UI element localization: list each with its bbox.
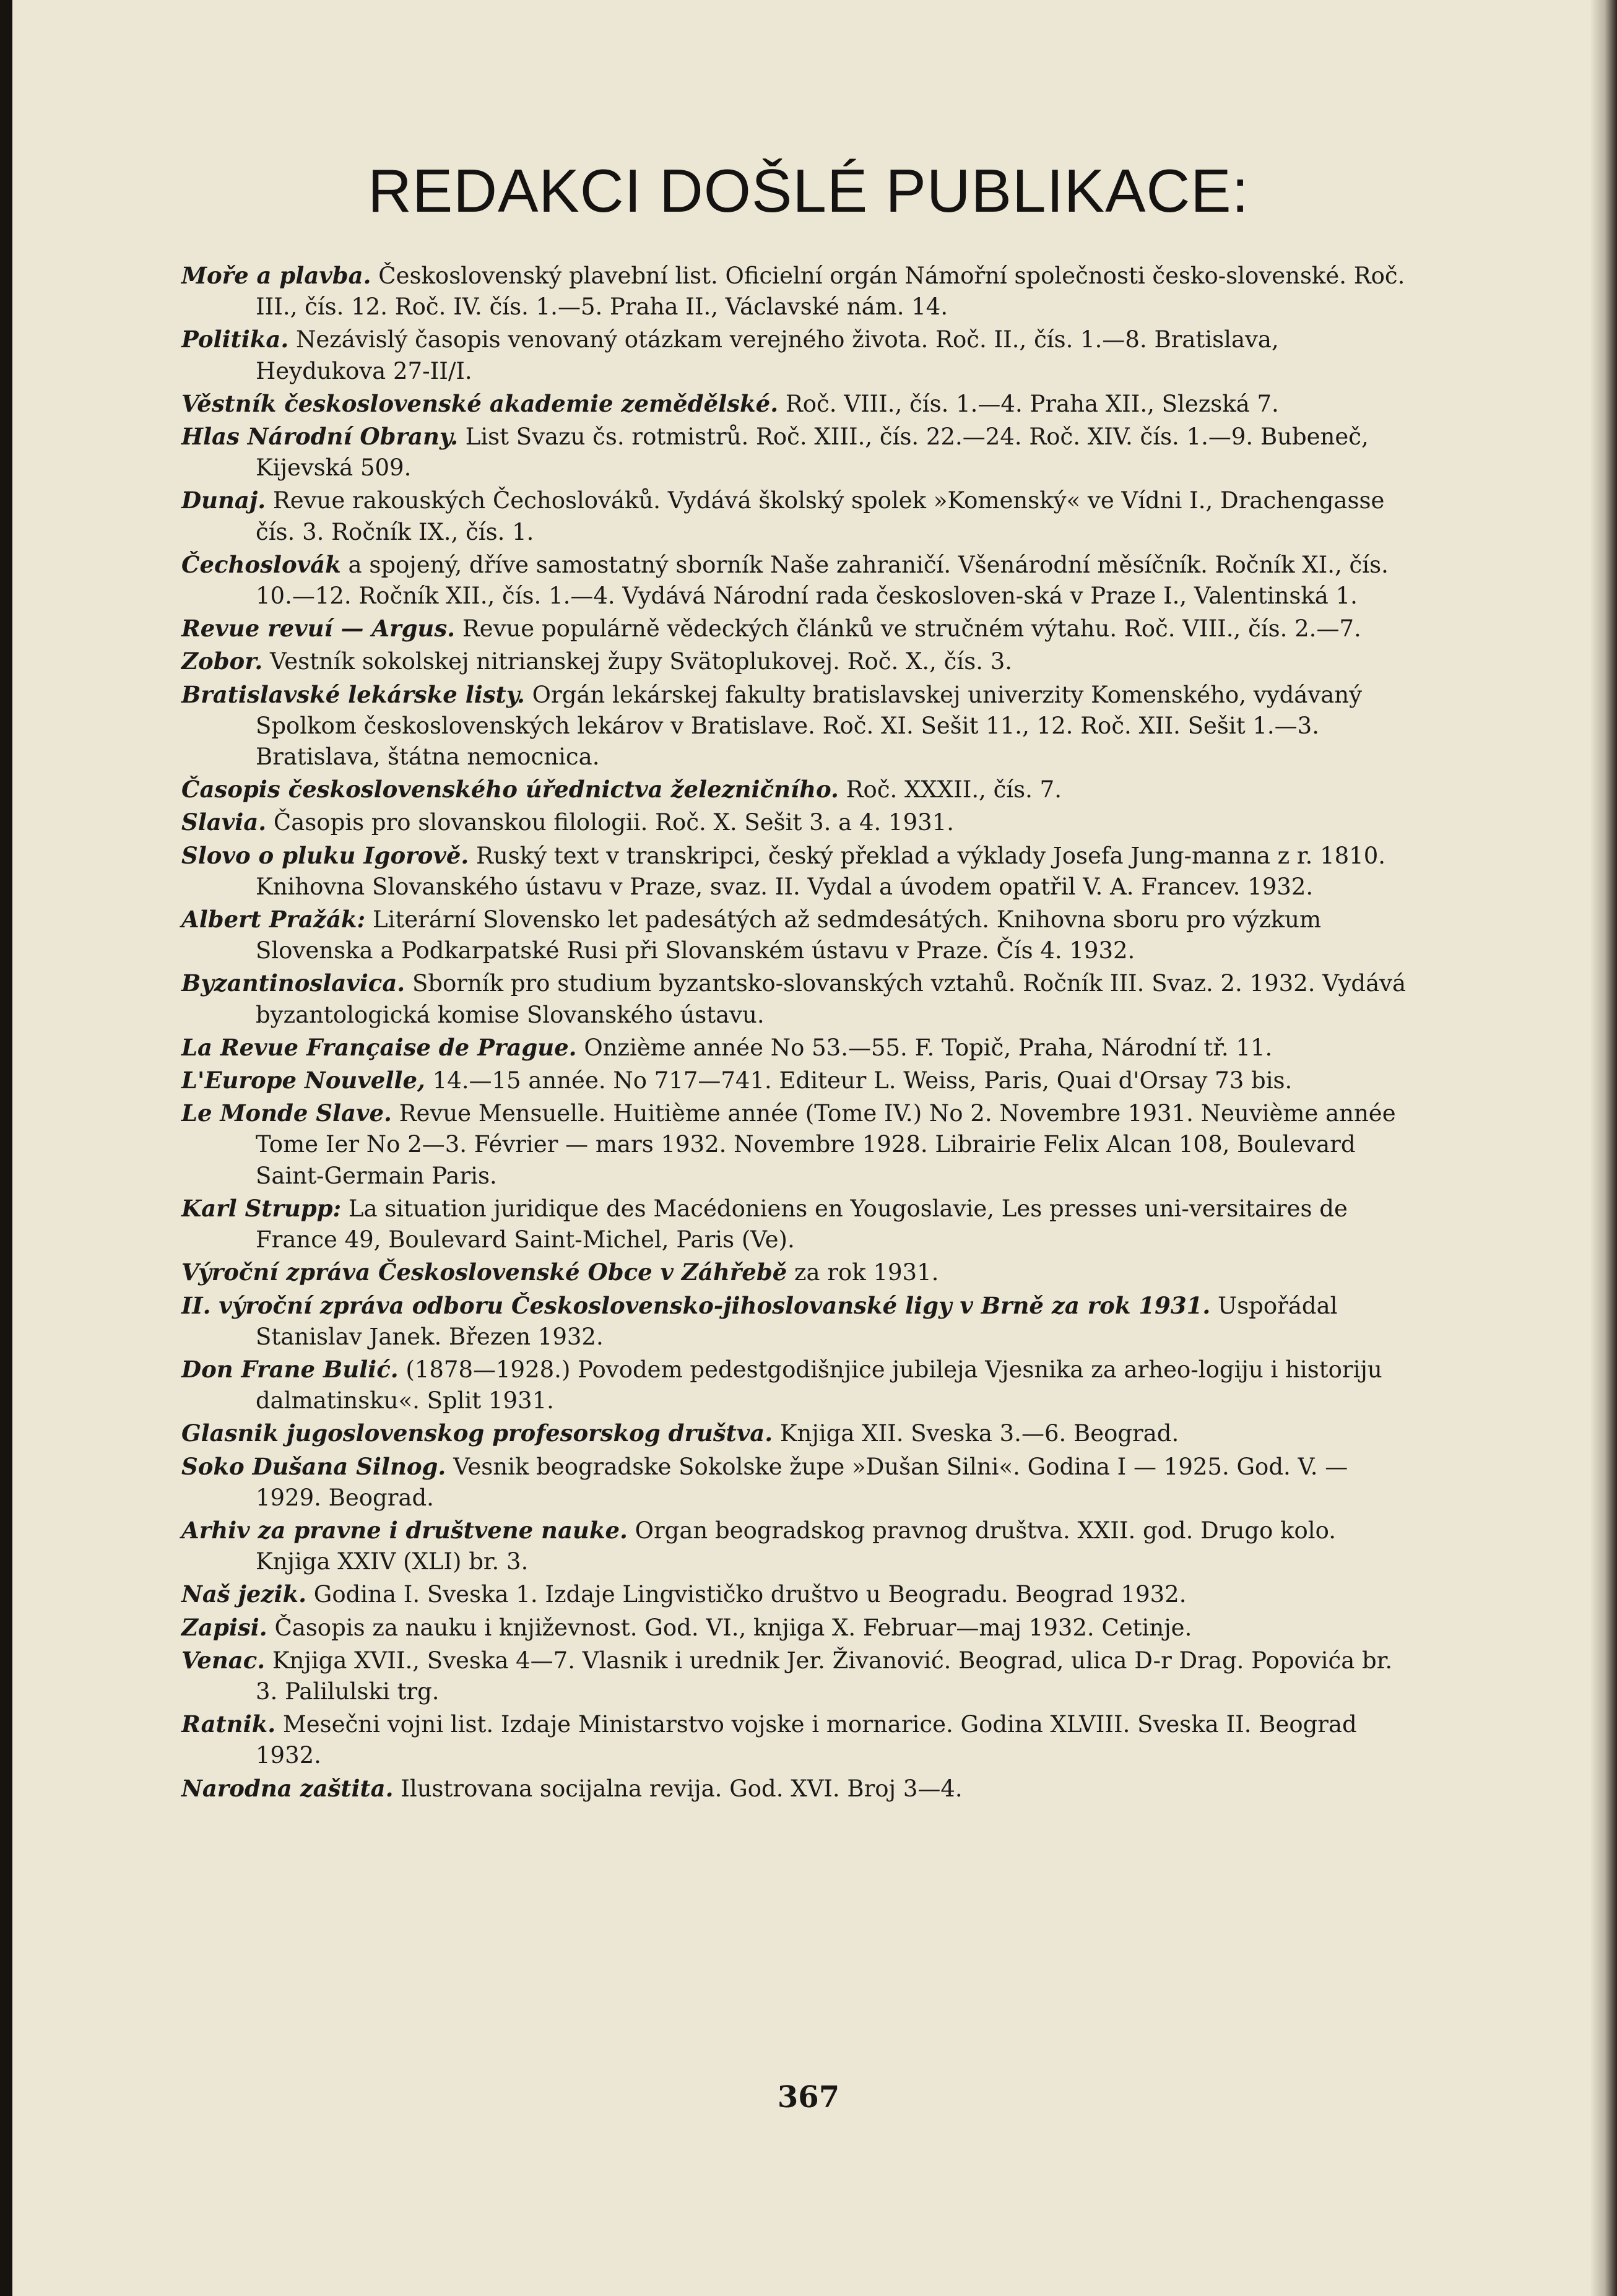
publication-details: a spojený, dříve samostatný sborník Naše zahraničí. Všenárodní měsíčník. Ročník XI., čís. 10.—12. Ročník XII., čís. 1.—4. Vydává Národní rada českosloven-ská v Praze I., Valentinská 1. (256, 551, 1389, 610)
publication-entry (181, 807, 1413, 838)
publication-details: 14.—15 année. No 717—741. Editeur L. Weiss, Paris, Quai d'Orsay 73 bis. (425, 1067, 1293, 1094)
publication-entry (181, 1418, 1413, 1449)
publication-entry (181, 485, 1413, 547)
scan-right-edge (1590, 0, 1617, 2296)
publication-title: Naš jezik. (181, 1580, 307, 1608)
publication-entry (181, 324, 1413, 386)
publication-entry (181, 1773, 1413, 1804)
publication-details: Revue Mensuelle. Huitième année (Tome IV.) No 2. Novembre 1931. Neuvième année Tome Ier No 2—3. Février — mars 1932. Novembre 1928. Librairie Felix Alcan 108, Boulevard Saint-Germain Paris. (256, 1100, 1396, 1189)
publication-title: Soko Dušana Silnog. (181, 1452, 446, 1480)
publication-title: Le Monde Slave. (181, 1099, 392, 1127)
publication-details: Revue rakouských Čechoslováků. Vydává školský spolek »Komenský« ve Vídni I., Drachengasse čís. 3. Ročník IX., čís. 1. (256, 487, 1385, 545)
publication-entry (181, 1032, 1413, 1064)
publication-details: za rok 1931. (787, 1259, 939, 1286)
publication-title: Věstník československé akademie zemědělské. (181, 389, 779, 417)
publication-list (181, 260, 1413, 1806)
publication-entry (181, 1451, 1413, 1514)
publication-details: Onzième année No 53.—55. F. Topič, Praha, Národní tř. 11. (576, 1034, 1273, 1061)
publication-entry (181, 1579, 1413, 1610)
publication-entry (181, 388, 1413, 420)
publication-details: Československý plavební list. Oficielní orgán Námořní společnosti česko-slovenské. Roč. III., čís. 12. Roč. IV. čís. 1.—5. Praha II., Václavské nám. 14. (256, 262, 1405, 321)
publication-entry (181, 1290, 1413, 1353)
publication-entry (181, 1645, 1413, 1707)
publication-details: Mesečni vojni list. Izdaje Ministarstvo vojske i mornarice. Godina XLVIII. Sveska II. Beograd 1932. (256, 1711, 1357, 1769)
publication-details: Sborník pro studium byzantsko-slovanských vztahů. Ročník III. Svaz. 2. 1932. Vydává byzantologická komise Slovanského ústavu. (256, 970, 1407, 1028)
publication-title: Karl Strupp: (181, 1194, 342, 1222)
publication-title: Časopis československého úřednictva železničního. (181, 776, 839, 804)
publication-entry (181, 421, 1413, 483)
publication-details: Ruský text v transkripci, český překlad a výklady Josefa Jung-manna z r. 1810. Knihovna Slovanského ústavu v Praze, svaz. II. Vydal a úvodem opatřil V. A. Francev. 1932. (256, 842, 1386, 900)
publication-title: Čechoslovák (181, 550, 341, 578)
publication-entry (181, 1709, 1413, 1771)
page-number: 367 (777, 2080, 840, 2115)
publication-entry (181, 1098, 1413, 1192)
publication-entry (181, 840, 1413, 903)
publication-details: Revue populárně vědeckých článků ve stručném výtahu. Roč. VIII., čís. 2.—7. (455, 615, 1361, 643)
publication-title: Venac. (181, 1646, 266, 1674)
publication-entry (181, 904, 1413, 966)
publication-details: Knjiga XII. Sveska 3.—6. Beograd. (773, 1420, 1179, 1447)
page-title: REDAKCI DOŠLÉ PUBLIKACE: (368, 157, 1249, 225)
publication-title: La Revue Française de Prague. (181, 1033, 577, 1061)
publication-title: Slavia. (181, 808, 267, 836)
publication-title: II. výroční zpráva odboru Československo-jihoslovanské ligy v Brně za rok 1931. (181, 1291, 1211, 1319)
publication-entry (181, 679, 1413, 773)
publication-title: Ratnik. (181, 1710, 276, 1738)
publication-entry (181, 774, 1413, 805)
publication-entry (181, 260, 1413, 323)
publication-details: Vesnik beogradske Sokolske župe »Dušan Silni«. Godina I — 1925. God. V. — 1929. Beograd. (256, 1453, 1348, 1511)
publication-details: Literární Slovensko let padesátých až sedmdesátých. Knihovna sboru pro výzkum Slovenska a Podkarpatské Rusi při Slovanském ústavu v Praze. Čís 4. 1932. (256, 906, 1322, 964)
publication-title: Arhiv za pravne i društvene nauke. (181, 1516, 628, 1544)
publication-title: Dunaj. (181, 487, 266, 514)
publication-entry (181, 613, 1413, 644)
publication-title: Zapisi. (181, 1613, 267, 1641)
publication-details: Orgán lekárskej fakulty bratislavskej univerzity Komenského, vydávaný Spolkom československých lekárov v Bratislave. Roč. XI. Sešit 11., 12. Roč. XII. Sešit 1.—3. Bratislava, štátna nemocnica. (256, 681, 1363, 771)
publication-entry (181, 549, 1413, 612)
publication-title: Politika. (181, 326, 289, 353)
publication-title: Bratislavské lekárske listy. (181, 680, 525, 708)
publication-entry (181, 1612, 1413, 1644)
publication-title: Narodna zaštita. (181, 1774, 394, 1802)
publication-details: Nezávislý časopis venovaný otázkam verejného života. Roč. II., čís. 1.—8. Bratislava, Heydukova 27-II/I. (256, 326, 1279, 384)
publication-details: Roč. XXXII., čís. 7. (838, 776, 1062, 804)
publication-title: Revue revuí — Argus. (181, 615, 456, 643)
publication-title: L'Europe Nouvelle, (181, 1067, 425, 1094)
publication-title: Don Frane Bulić. (181, 1355, 399, 1383)
publication-details: Ilustrovana socijalna revija. God. XVI. Broj 3—4. (393, 1775, 963, 1802)
publication-entry (181, 1515, 1413, 1577)
publication-details: Roč. VIII., čís. 1.—4. Praha XII., Slezská 7. (778, 390, 1279, 417)
publication-title: Glasnik jugoslovenskog profesorskog društva. (181, 1419, 773, 1447)
publication-title: Hlas Národní Obrany. (181, 423, 458, 451)
publication-details: Knjiga XVII., Sveska 4—7. Vlasnik i urednik Jer. Živanović. Beograd, ulica D-r Drag. Popovića br. 3. Palilulski trg. (256, 1647, 1393, 1705)
scan-left-edge (0, 0, 12, 2296)
publication-details: Uspořádal Stanislav Janek. Březen 1932. (256, 1292, 1338, 1350)
publication-entry (181, 968, 1413, 1030)
publication-title: Zobor. (181, 648, 263, 675)
publication-title: Byzantinoslavica. (181, 969, 405, 997)
publication-title: Albert Pražák: (181, 906, 366, 934)
publication-details: Organ beogradskog pravnog društva. XXII. god. Drugo kolo. Knjiga XXIV (XLI) br. 3. (256, 1517, 1336, 1575)
publication-entry (181, 1065, 1413, 1096)
publication-title: Výroční zpráva Československé Obce v Záhřebě (181, 1258, 787, 1286)
publication-entry (181, 1193, 1413, 1255)
publication-details: Časopis pro slovanskou filologii. Roč. X. Sešit 3. a 4. 1931. (266, 809, 954, 836)
publication-details: (1878—1928.) Povodem pedestgodišnjice jubileja Vjesnika za arheo-logiju i historiju dalmatinsku«. Split 1931. (256, 1356, 1382, 1414)
publication-details: Godina I. Sveska 1. Izdaje Lingvističko društvo u Beogradu. Beograd 1932. (306, 1581, 1187, 1608)
publication-entry (181, 1257, 1413, 1288)
publication-details: List Svazu čs. rotmistrů. Roč. XIII., čís. 22.—24. Roč. XIV. čís. 1.—9. Bubeneč, Kijevská 509. (256, 423, 1369, 482)
publication-title: Moře a plavba. (181, 262, 371, 289)
publication-details: Časopis za nauku i književnost. God. VI., knjiga X. Februar—maj 1932. Cetinje. (267, 1614, 1192, 1641)
publication-details: La situation juridique des Macédoniens en Yougoslavie, Les presses uni-versitaires de France 49, Boulevard Saint-Michel, Paris (Ve). (256, 1195, 1348, 1254)
publication-title: Slovo o pluku Igorově. (181, 841, 469, 869)
publication-details: Vestník sokolskej nitrianskej župy Svätoplukovej. Roč. X., čís. 3. (262, 648, 1013, 675)
publication-entry (181, 1354, 1413, 1416)
publication-entry (181, 646, 1413, 677)
